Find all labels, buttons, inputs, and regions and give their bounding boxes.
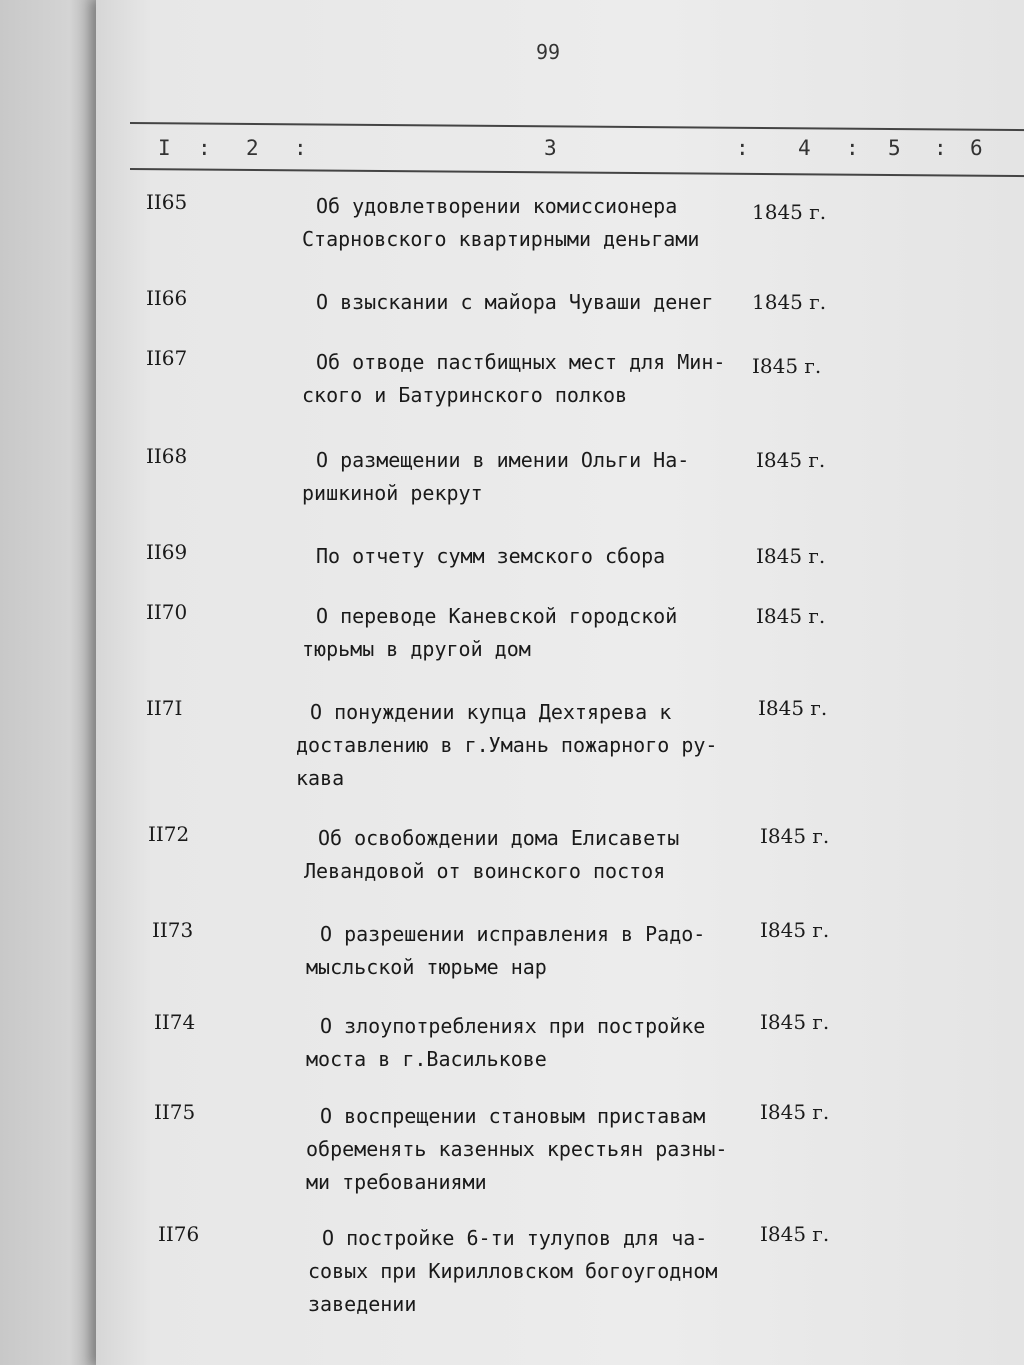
- col-header-sep: :: [294, 136, 308, 160]
- record-title: [306, 1010, 776, 1076]
- record-number: II68: [146, 444, 188, 468]
- record-title: [306, 1100, 776, 1199]
- record-title-line: Об освобождении дома Елисаветы: [318, 826, 680, 850]
- record-title-line: тюрьмы в другой дом: [302, 637, 531, 661]
- record-number: II65: [146, 190, 188, 214]
- record-year: I845 г.: [756, 448, 826, 472]
- record-title: [306, 918, 776, 984]
- record-number: II76: [158, 1222, 200, 1246]
- record-title-line: О взыскании с майора Чуваши денег: [316, 290, 714, 314]
- record-title: [302, 444, 772, 510]
- record-year: I845 г.: [756, 604, 826, 628]
- record-title: [302, 600, 772, 666]
- record-number: II69: [146, 540, 188, 564]
- header-rule-top: [130, 122, 1024, 131]
- record-title-line: О переводе Каневской городской: [316, 604, 678, 628]
- col-header-3: 3: [544, 136, 558, 160]
- record-title-line: По отчету сумм земского сбора: [316, 544, 666, 568]
- record-title: [296, 696, 766, 795]
- record-year: 1845 г.: [752, 290, 827, 314]
- record-year: I845 г.: [756, 544, 826, 568]
- record-number: II74: [154, 1010, 196, 1034]
- record-title-line: О понуждении купца Дехтярева к: [310, 700, 672, 724]
- record-number: II73: [152, 918, 194, 942]
- record-year: I845 г.: [760, 1010, 830, 1034]
- record-title-line: Об отводе пастбищных мест для Мин-: [316, 350, 726, 374]
- record-year: I845 г.: [760, 824, 830, 848]
- record-number: II72: [148, 822, 190, 846]
- record-title-line: Левандовой от воинского постоя: [304, 859, 666, 883]
- record-title-line: ми требованиями: [306, 1170, 487, 1194]
- record-number: II67: [146, 346, 188, 370]
- record-title: [302, 540, 772, 573]
- record-title-line: О постройке 6-ти тулупов для ча-: [322, 1226, 708, 1250]
- col-header-sep: :: [934, 136, 948, 160]
- record-year: I845 г.: [760, 1222, 830, 1246]
- page-number: 99: [536, 40, 561, 64]
- record-year: I845 г.: [752, 354, 822, 378]
- record-title-line: обременять казенных крестьян разны-: [306, 1137, 728, 1161]
- record-title-line: ришкиной рекрут: [302, 481, 483, 505]
- record-title: [308, 1222, 778, 1321]
- record-title-line: совых при Кирилловском богоугодном: [308, 1259, 718, 1283]
- record-year: I845 г.: [758, 696, 828, 720]
- record-title-line: ского и Батуринского полков: [302, 383, 628, 407]
- col-header-1: I: [158, 136, 172, 160]
- header-rule-bottom: [130, 168, 1024, 177]
- previous-page-edge: [0, 0, 100, 1365]
- col-header-6: 6: [970, 136, 984, 160]
- record-number: II66: [146, 286, 188, 310]
- record-title-line: О разрешении исправления в Радо-: [320, 922, 706, 946]
- record-title: [304, 822, 774, 888]
- record-title-line: доставлению в г.Умань пожарного ру-: [296, 733, 718, 757]
- record-title: [302, 346, 772, 412]
- col-header-sep: :: [846, 136, 860, 160]
- col-header-sep: :: [198, 136, 212, 160]
- record-year: I845 г.: [760, 1100, 830, 1124]
- col-header-4: 4: [798, 136, 812, 160]
- record-title-line: Старновского квартирными деньгами: [302, 227, 700, 251]
- record-title-line: заведении: [308, 1292, 417, 1316]
- record-number: II70: [146, 600, 188, 624]
- record-title-line: кава: [296, 766, 345, 790]
- col-header-5: 5: [888, 136, 902, 160]
- record-title-line: О злоупотреблениях при постройке: [320, 1014, 706, 1038]
- record-title-line: О размещении в имении Ольги На-: [316, 448, 690, 472]
- record-year: 1845 г.: [752, 200, 827, 224]
- col-header-2: 2: [246, 136, 260, 160]
- record-title: [302, 286, 772, 319]
- document-page: [96, 0, 1024, 1365]
- record-number: II7I: [146, 696, 183, 720]
- record-title: [302, 190, 772, 256]
- record-title-line: Об удовлетворении комиссионера: [316, 194, 678, 218]
- record-year: I845 г.: [760, 918, 830, 942]
- record-title-line: моста в г.Василькове: [306, 1047, 547, 1071]
- record-title-line: мысльской тюрьме нар: [306, 955, 547, 979]
- record-number: II75: [154, 1100, 196, 1124]
- record-title-line: О воспрещении становым приставам: [320, 1104, 706, 1128]
- col-header-sep: :: [736, 136, 750, 160]
